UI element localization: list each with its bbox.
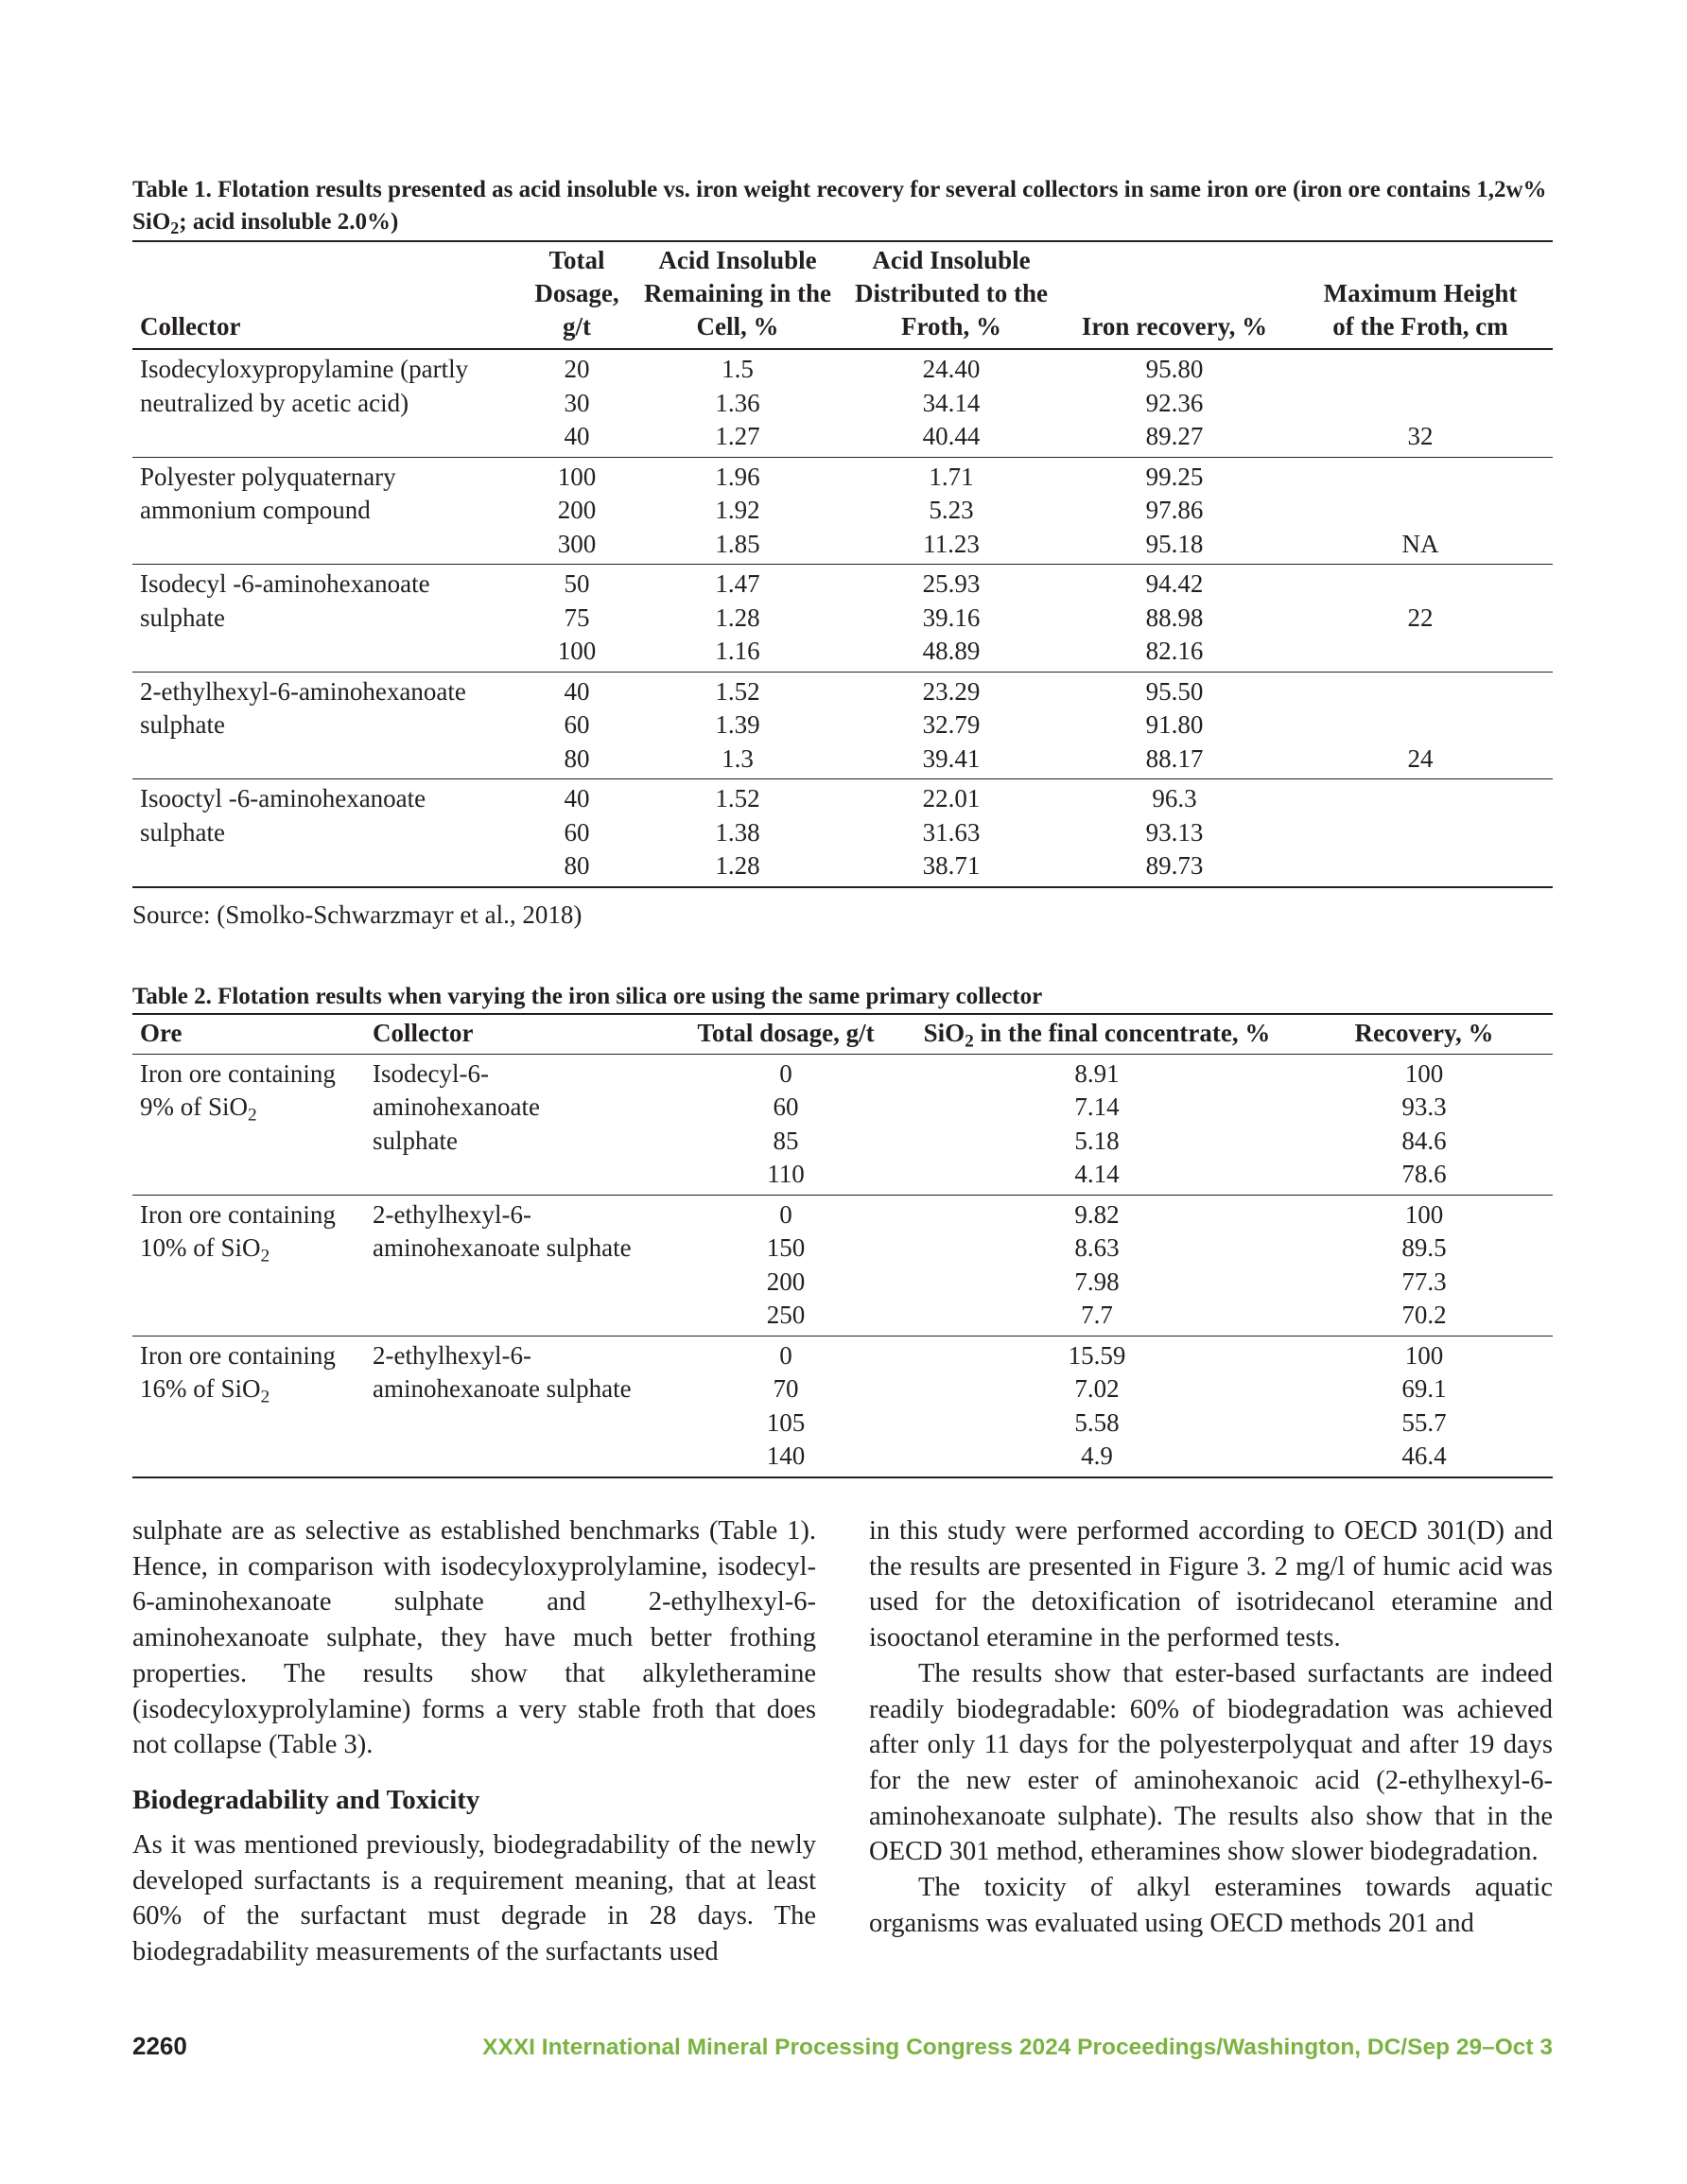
left-column xyxy=(132,1513,816,1970)
ore-cell: 10% of SiO$_2$ xyxy=(140,1233,270,1267)
table-row xyxy=(132,528,1553,565)
collector-name-cell: neutralized by acetic acid) xyxy=(140,388,409,417)
table-row xyxy=(132,602,1553,636)
table-cell: 1.52 xyxy=(715,676,760,706)
table-cell xyxy=(1288,635,1553,672)
collector-name-cell xyxy=(132,420,520,457)
table-cell: 92.36 xyxy=(1145,388,1204,417)
table2 xyxy=(132,1013,1553,1478)
table-cell: 95.80 xyxy=(1145,355,1204,383)
table-cell: 4.9 xyxy=(898,1440,1296,1477)
table-cell: 1.96 xyxy=(715,462,760,491)
table-cell: 99.25 xyxy=(1145,462,1204,491)
table-cell: 80 xyxy=(520,743,634,779)
table2-caption: Table 2. Flotation results when varying the iron silica ore using the same primary collector xyxy=(132,983,1043,1009)
collector-cell xyxy=(365,1266,673,1300)
table-cell: 1.92 xyxy=(715,496,760,524)
table-row xyxy=(132,565,1553,602)
table-cell: 200 xyxy=(557,496,597,524)
table-row xyxy=(132,849,1553,887)
table-row xyxy=(132,387,1553,421)
table-cell: 1.27 xyxy=(634,420,842,457)
table-cell: 22.01 xyxy=(922,784,981,812)
collector-cell: aminohexanoate xyxy=(373,1092,540,1121)
ore-cell xyxy=(132,1440,365,1477)
section-heading: Biodegradability and Toxicity xyxy=(132,1784,480,1815)
table-cell xyxy=(1288,457,1553,494)
ore-cell: 9% of SiO$_2$ xyxy=(140,1092,257,1126)
table-cell: 200 xyxy=(766,1267,806,1296)
table-row xyxy=(132,1125,1553,1159)
table-row xyxy=(132,457,1553,494)
table-cell: 1.38 xyxy=(715,817,760,847)
table-cell: 75 xyxy=(564,603,590,632)
table-row xyxy=(132,1406,1553,1441)
collector-name-cell xyxy=(132,528,520,565)
table-cell: 23.29 xyxy=(922,676,981,706)
table-cell: 100 xyxy=(1404,1058,1444,1088)
collector-name-cell: Polyester polyquaternary xyxy=(140,462,396,491)
table-cell: 69.1 xyxy=(1401,1374,1447,1403)
table-row xyxy=(132,1336,1553,1372)
table-row xyxy=(132,494,1553,528)
table-row xyxy=(132,672,1553,708)
table-cell: 300 xyxy=(520,528,634,565)
table-row xyxy=(132,743,1553,779)
table-cell: 11.23 xyxy=(842,528,1061,565)
ore-cell xyxy=(132,1299,365,1336)
table-cell: 60 xyxy=(564,817,590,847)
table-row xyxy=(132,1266,1553,1300)
table-cell: 24 xyxy=(1288,743,1553,779)
table-cell: 60 xyxy=(773,1092,799,1121)
table1-header-collector: Collector xyxy=(132,241,520,349)
table-cell: 1.85 xyxy=(634,528,842,565)
paragraph: The results show that ester-based surfactants are indeed readily biodegradable: 60% of biodegradation was achieved after only 11 days for the polyesterpolyquat and after 19 days for the new ester of aminohexanoic acid (2-ethylhexyl-6-aminohexanoate sulphate). The results also show that in the OECD 301 method, etheramines show slower biodegradation. xyxy=(869,1658,1553,1867)
table1-caption: Table 1. Flotation results presented as acid insoluble vs. iron weight recovery for several collectors in same iron ore (iron ore contains 1,2w% SiO$_2$; acid insoluble 2.0%) xyxy=(132,177,1547,238)
table-cell: 40 xyxy=(564,784,590,812)
table-cell: 88.98 xyxy=(1145,603,1204,632)
table-row xyxy=(132,1440,1553,1477)
table-cell: 80 xyxy=(520,849,634,887)
table-cell: 34.14 xyxy=(922,388,981,417)
table1-header-froth-height: Maximum Height of the Froth, cm xyxy=(1288,241,1553,349)
table-cell: 91.80 xyxy=(1145,710,1204,739)
table-cell: 7.14 xyxy=(1074,1092,1120,1121)
table-cell: 70.2 xyxy=(1296,1299,1553,1336)
table-row xyxy=(132,1195,1553,1232)
table-cell: 32 xyxy=(1288,420,1553,457)
table-cell xyxy=(1288,779,1553,816)
table-cell: 48.89 xyxy=(842,635,1061,672)
collector-cell: aminohexanoate sulphate xyxy=(373,1233,632,1262)
table-cell: 5.18 xyxy=(1074,1126,1120,1155)
table2-header-ore: Ore xyxy=(132,1014,365,1055)
table-cell: 1.36 xyxy=(715,388,760,417)
ore-cell xyxy=(132,1125,365,1159)
table-cell: 5.23 xyxy=(929,496,974,524)
table-row xyxy=(132,420,1553,457)
table-row xyxy=(132,1372,1553,1406)
tables-area xyxy=(132,174,1553,1478)
table-row xyxy=(132,1091,1553,1125)
ore-cell xyxy=(132,1406,365,1441)
table-row xyxy=(132,1299,1553,1336)
table-cell: 89.73 xyxy=(1061,849,1288,887)
collector-cell xyxy=(365,1440,673,1477)
table-cell: 1.71 xyxy=(929,462,974,491)
table-cell: 55.7 xyxy=(1401,1407,1447,1437)
table-cell: 40 xyxy=(520,420,634,457)
table-cell xyxy=(1288,387,1553,421)
table2-header-row xyxy=(132,1014,1553,1055)
table-cell: 7.02 xyxy=(1074,1374,1120,1403)
table-cell xyxy=(1288,849,1553,887)
table1-header-row xyxy=(132,241,1553,349)
table-cell: 40 xyxy=(564,676,590,706)
table2-header-collector: Collector xyxy=(365,1014,673,1055)
collector-cell xyxy=(365,1299,673,1336)
table-row xyxy=(132,779,1553,816)
collector-name-cell: Isodecyloxypropylamine (partly xyxy=(140,355,469,383)
table-cell: 38.71 xyxy=(842,849,1061,887)
table-cell: 4.14 xyxy=(898,1158,1296,1195)
ore-cell: Iron ore containing xyxy=(140,1058,336,1088)
table-cell: 96.3 xyxy=(1152,784,1197,812)
table2-body xyxy=(132,1054,1553,1477)
table-cell: 95.50 xyxy=(1145,676,1204,706)
collector-name-cell: ammonium compound xyxy=(140,496,371,524)
table-cell: 1.52 xyxy=(715,784,760,812)
ore-cell xyxy=(132,1266,365,1300)
table-cell: 25.93 xyxy=(922,569,981,598)
ore-cell xyxy=(132,1158,365,1195)
table-cell: 0 xyxy=(779,1340,792,1370)
table-cell: 1.5 xyxy=(722,355,754,383)
collector-name-cell: sulphate xyxy=(140,603,225,632)
table1-header-remaining: Acid Insoluble Remaining in the Cell, % xyxy=(634,241,842,349)
table-row xyxy=(132,1054,1553,1091)
table-row xyxy=(132,349,1553,387)
table-cell: 30 xyxy=(564,388,590,417)
collector-name-cell xyxy=(132,849,520,887)
table1 xyxy=(132,240,1553,888)
collector-cell: aminohexanoate sulphate xyxy=(373,1374,632,1403)
table-cell xyxy=(1288,672,1553,708)
table-cell: 39.16 xyxy=(922,603,981,632)
paragraph: As it was mentioned previously, biodegradability of the newly developed surfactants is a requirement meaning, that at least 60% of the surfactant must degrade in 28 days. The biodegradability measurements of the surfactants used xyxy=(132,1829,816,1967)
table-cell: 60 xyxy=(564,710,590,739)
table-cell: 94.42 xyxy=(1145,569,1204,598)
table-row xyxy=(132,635,1553,672)
table-cell: 39.41 xyxy=(842,743,1061,779)
collector-name-cell xyxy=(132,635,520,672)
table-cell: 140 xyxy=(673,1440,898,1477)
table-cell: 1.16 xyxy=(634,635,842,672)
table-cell: 93.3 xyxy=(1401,1092,1447,1121)
page-footer xyxy=(132,2032,1553,2061)
table2-header-sio2: SiO$_2$ in the final concentrate, % xyxy=(898,1014,1296,1055)
collector-name-cell: sulphate xyxy=(140,817,225,847)
collector-name-cell: Isodecyl -6-aminohexanoate xyxy=(140,569,430,598)
table-cell xyxy=(1288,816,1553,850)
table2-header-dosage: Total dosage, g/t xyxy=(673,1014,898,1055)
table-cell: 8.63 xyxy=(1074,1233,1120,1262)
table-cell: 9.82 xyxy=(1074,1199,1120,1229)
right-column xyxy=(869,1513,1553,1970)
table-cell: 50 xyxy=(564,569,590,598)
table-row xyxy=(132,1158,1553,1195)
page-number: 2260 xyxy=(132,2032,187,2060)
table-cell: 95.18 xyxy=(1061,528,1288,565)
table-cell: 77.3 xyxy=(1401,1267,1447,1296)
table-row xyxy=(132,708,1553,743)
table-cell: 1.28 xyxy=(715,603,760,632)
table-cell: 250 xyxy=(673,1299,898,1336)
table-cell: 1.39 xyxy=(715,710,760,739)
table-cell: 1.3 xyxy=(634,743,842,779)
table1-header-dosage: Total Dosage, g/t xyxy=(520,241,634,349)
table-row xyxy=(132,816,1553,850)
table-cell: 78.6 xyxy=(1296,1158,1553,1195)
table-cell xyxy=(1288,349,1553,387)
table-cell: 84.6 xyxy=(1401,1126,1447,1155)
table-cell xyxy=(1288,708,1553,743)
table-cell: NA xyxy=(1288,528,1553,565)
collector-name-cell: Isooctyl -6-aminohexanoate xyxy=(140,784,426,812)
table-cell: 97.86 xyxy=(1145,496,1204,524)
collector-name-cell: 2-ethylhexyl-6-aminohexanoate xyxy=(140,676,466,706)
table1-header-distributed: Acid Insoluble Distributed to the Froth, % xyxy=(842,241,1061,349)
table-cell: 46.4 xyxy=(1296,1440,1553,1477)
table-cell: 93.13 xyxy=(1145,817,1204,847)
table1-header-iron-recovery: Iron recovery, % xyxy=(1061,241,1288,349)
table-cell: 1.47 xyxy=(715,569,760,598)
table-cell: 100 xyxy=(1404,1199,1444,1229)
table-cell: 0 xyxy=(779,1058,792,1088)
table-cell: 20 xyxy=(564,355,590,383)
table-cell: 82.16 xyxy=(1061,635,1288,672)
table-cell: 8.91 xyxy=(1074,1058,1120,1088)
table-cell: 88.17 xyxy=(1061,743,1288,779)
table-cell: 110 xyxy=(673,1158,898,1195)
collector-cell: sulphate xyxy=(373,1126,458,1155)
collector-cell xyxy=(365,1158,673,1195)
table-cell: 7.98 xyxy=(1074,1267,1120,1296)
paragraph: sulphate are as selective as established benchmarks (Table 1). Hence, in comparison with isodecyloxyprolylamine, isodecyl-6-aminohexanoate sulphate and 2-ethylhexyl-6-aminohexanoate sulphate, they have much better frothing properties. The results show that alkyletheramine (isodecyloxyprolylamine) forms a very stable froth that does not collapse (Table 3). xyxy=(132,1516,816,1760)
table-cell: 150 xyxy=(766,1233,806,1262)
collector-cell xyxy=(365,1406,673,1441)
table-cell: 32.79 xyxy=(922,710,981,739)
body-text xyxy=(132,1513,1553,1970)
table-row xyxy=(132,1232,1553,1266)
footer-conference: XXXI International Mineral Processing Congress 2024 Proceedings/Washington, DC/Sep 29–Oct 3 xyxy=(482,2035,1553,2060)
collector-cell: 2-ethylhexyl-6- xyxy=(373,1199,531,1229)
collector-cell: 2-ethylhexyl-6- xyxy=(373,1340,531,1370)
table-cell: 24.40 xyxy=(922,355,981,383)
paragraph: in this study were performed according to OECD 301(D) and the results are presented in Figure 3. 2 mg/l of humic acid was used for the detoxification of isotridecanol eteramine and isooctanol eteramine in the performed tests. xyxy=(869,1516,1553,1653)
table-cell: 15.59 xyxy=(1068,1340,1126,1370)
table-cell: 0 xyxy=(779,1199,792,1229)
table-cell xyxy=(1288,494,1553,528)
table-cell: 5.58 xyxy=(1074,1407,1120,1437)
table-cell: 70 xyxy=(773,1374,799,1403)
table-cell: 7.7 xyxy=(898,1299,1296,1336)
table-cell: 85 xyxy=(773,1126,799,1155)
table-cell: 89.27 xyxy=(1061,420,1288,457)
paragraph: The toxicity of alkyl esteramines towards aquatic organisms was evaluated using OECD methods 201 and xyxy=(869,1873,1553,1938)
table2-header-recovery: Recovery, % xyxy=(1296,1014,1553,1055)
table-cell: 89.5 xyxy=(1401,1233,1447,1262)
table-cell xyxy=(1288,565,1553,602)
table-cell: 100 xyxy=(520,635,634,672)
ore-cell: 16% of SiO$_2$ xyxy=(140,1374,270,1407)
table-cell: 100 xyxy=(557,462,597,491)
table-cell: 1.28 xyxy=(634,849,842,887)
collector-cell: Isodecyl-6- xyxy=(373,1058,489,1088)
ore-cell: Iron ore containing xyxy=(140,1340,336,1370)
table-cell: 105 xyxy=(766,1407,806,1437)
ore-cell: Iron ore containing xyxy=(140,1199,336,1229)
table-cell: 40.44 xyxy=(842,420,1061,457)
table-cell: 100 xyxy=(1404,1340,1444,1370)
collector-name-cell xyxy=(132,743,520,779)
table-cell: 31.63 xyxy=(922,817,981,847)
table-cell: 22 xyxy=(1407,603,1434,632)
table1-body xyxy=(132,349,1553,887)
table1-source: Source: (Smolko-Schwarzmayr et al., 2018) xyxy=(132,900,583,929)
collector-name-cell: sulphate xyxy=(140,710,225,739)
